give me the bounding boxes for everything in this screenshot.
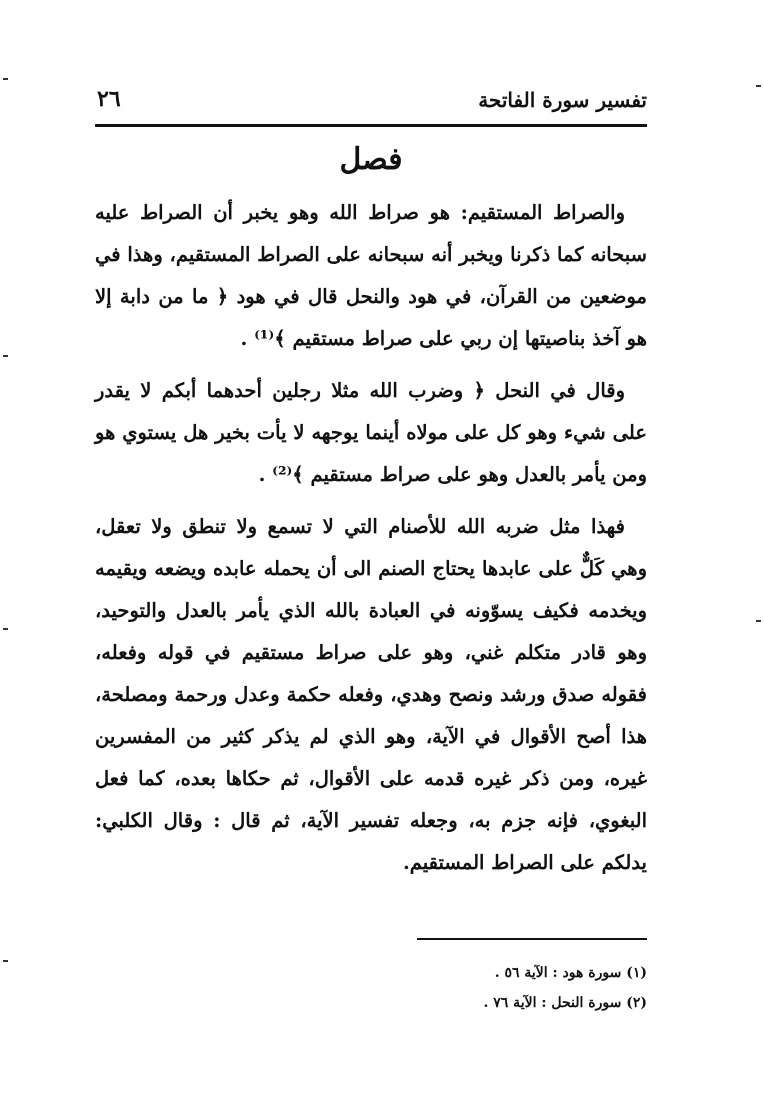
scan-edge-mark <box>3 78 8 80</box>
section-title: فصل <box>339 142 403 177</box>
footnote: (١) سورة هود : الآية ٥٦ . <box>494 965 647 981</box>
scan-edge-mark <box>3 355 8 357</box>
page-number: ٢٦ <box>97 86 121 112</box>
header-rule <box>95 124 647 127</box>
paragraph: وقال في النحل ﴿ وضرب الله مثلا رجلين أحدهما أبكم لا يقدر على شيء وهو كل على مولاه أينما يوجهه لا يأت بخير هل يستوي هو ومن يأمر بالعدل وهو على صراط مستقيم ﴾⁽²⁾ . <box>95 379 647 486</box>
footnotes <box>95 958 647 1018</box>
body-text <box>95 192 647 894</box>
scan-edge-mark <box>3 628 8 630</box>
paragraph: والصراط المستقيم: هو صراط الله وهو يخبر أن الصراط عليه سبحانه كما ذكرنا ويخبر أنه سبحانه على الصراط المستقيم، وهذا في موضعين من القرآن، في هود والنحل قال في هود ﴿ ما من دابة إلا هو آخذ بناصيتها إن ربي على صراط مستقيم ﴾⁽¹⁾ . <box>95 201 647 350</box>
paragraph: فهذا مثل ضربه الله للأصنام التي لا تسمع ولا تنطق ولا تعقل، وهي كَلٌّ على عابدها يحتاج الصنم الى أن يحمله عابده ويضعه ويقيمه ويخدمه فكيف يسوّونه في العبادة بالله الذي يأمر بالعدل والتوحيد، وهو قادر متكلم غني، وهو على صراط مستقيم في قوله وفعله، فقوله صدق ورشد ونصح وهدي، وفعله حكمة وعدل ورحمة ومصلحة، هذا أصح الأقوال في الآية، وهو الذي لم يذكر كثير من المفسرين غيره، ومن ذكر غيره قدمه على الأقوال، ثم حكاها بعده، كما فعل البغوي، فإنه جزم به، وجعله تفسير الآية، ثم قال : وقال الكلبي: يدلكم على الصراط المستقيم. <box>95 515 647 874</box>
scan-edge-mark <box>756 85 761 87</box>
scan-edge-mark <box>3 960 8 962</box>
footnote: (٢) سورة النحل : الآية ٧٦ . <box>483 995 647 1011</box>
page-header <box>95 86 647 120</box>
running-title: تفسير سورة الفاتحة <box>478 88 647 112</box>
scan-edge-mark <box>756 620 761 622</box>
footnote-rule <box>417 938 647 940</box>
